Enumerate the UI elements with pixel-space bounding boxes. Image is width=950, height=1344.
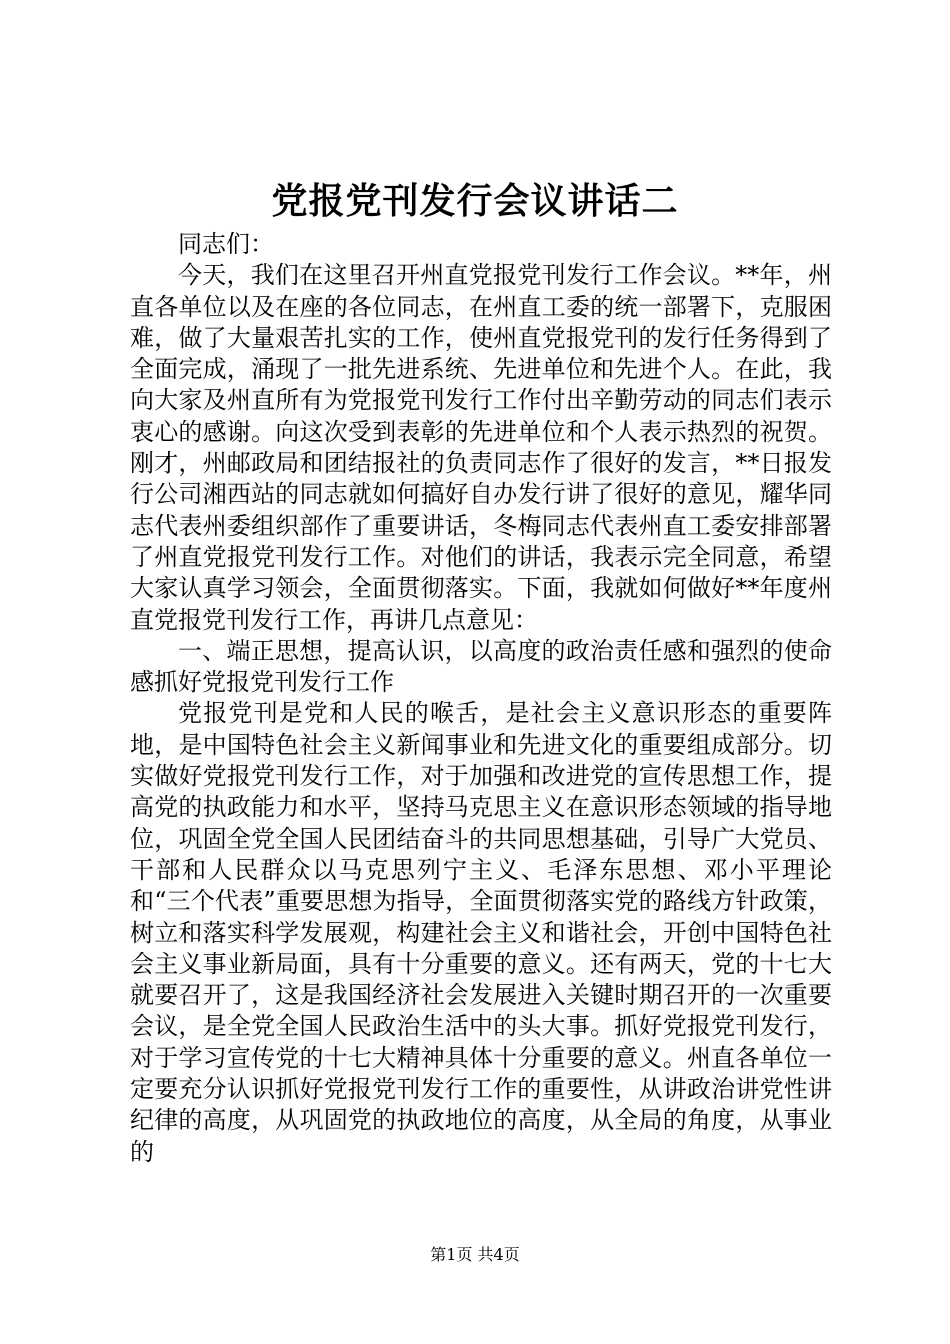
- salutation-paragraph: 同志们：: [178, 230, 274, 258]
- section-heading: 一、端正思想，提高认识，以高度的政治责任感和强烈的使命感抓好党报党刊发行工作: [130, 636, 832, 697]
- section-paragraph: 党报党刊是党和人民的喉舌，是社会主义意识形态的重要阵地，是中国特色社会主义新闻事业和先进文化的重要组成部分。切实做好党报党刊发行工作，对于加强和改进党的宣传思想工作，提高党的执政能力和水平，坚持马克思主义在意识形态领域的指导地位，巩固全党全国人民团结奋斗的共同思想基础，引导广大党员、干部和人民群众以马克思列宁主义、毛泽东思想、邓小平理论和“三个代表”重要思想为指导，全面贯彻落实党的路线方针政策，树立和落实科学发展观，构建社会主义和谐社会，开创中国特色社会主义事业新局面，具有十分重要的意义。还有两天，党的十七大就要召开了，这是我国经济社会发展进入关键时期召开的一次重要会议，是全党全国人民政治生活中的头大事。抓好党报党刊发行，对于学习宣传党的十七大精神具体十分重要的意义。州直各单位一定要充分认识抓好党报党刊发行工作的重要性，从讲政治讲党性讲纪律的高度，从巩固党的执政地位的高度，从全局的角度，从事业的: [130, 699, 832, 1166]
- document-title: 党报党刊发行会议讲话二: [271, 180, 679, 222]
- document-body: [130, 229, 832, 1168]
- opening-paragraph: 今天，我们在这里召开州直党报党刊发行工作会议。**年，州直各单位以及在座的各位同志，在州直工委的统一部署下，克服困难，做了大量艰苦扎实的工作，使州直党报党刊的发行任务得到了全面完成，涌现了一批先进系统、先进单位和先进个人。在此，我向大家及州直所有为党报党刊发行工作付出辛勤劳动的同志们表示衷心的感谢。向这次受到表彰的先进单位和个人表示热烈的祝贺。刚才，州邮政局和团结报社的负责同志作了很好的发言，**日报发行公司湘西站的同志就如何搞好自办发行讲了很好的意见，耀华同志代表州委组织部作了重要讲话，冬梅同志代表州直工委安排部署了州直党报党刊发行工作。对他们的讲话，我表示完全同意，希望大家认真学习领会，全面贯彻落实。下面，我就如何做好**年度州直党报党刊发行工作，再讲几点意见：: [130, 261, 832, 634]
- page-footer: 第1页 共4页: [430, 1245, 520, 1264]
